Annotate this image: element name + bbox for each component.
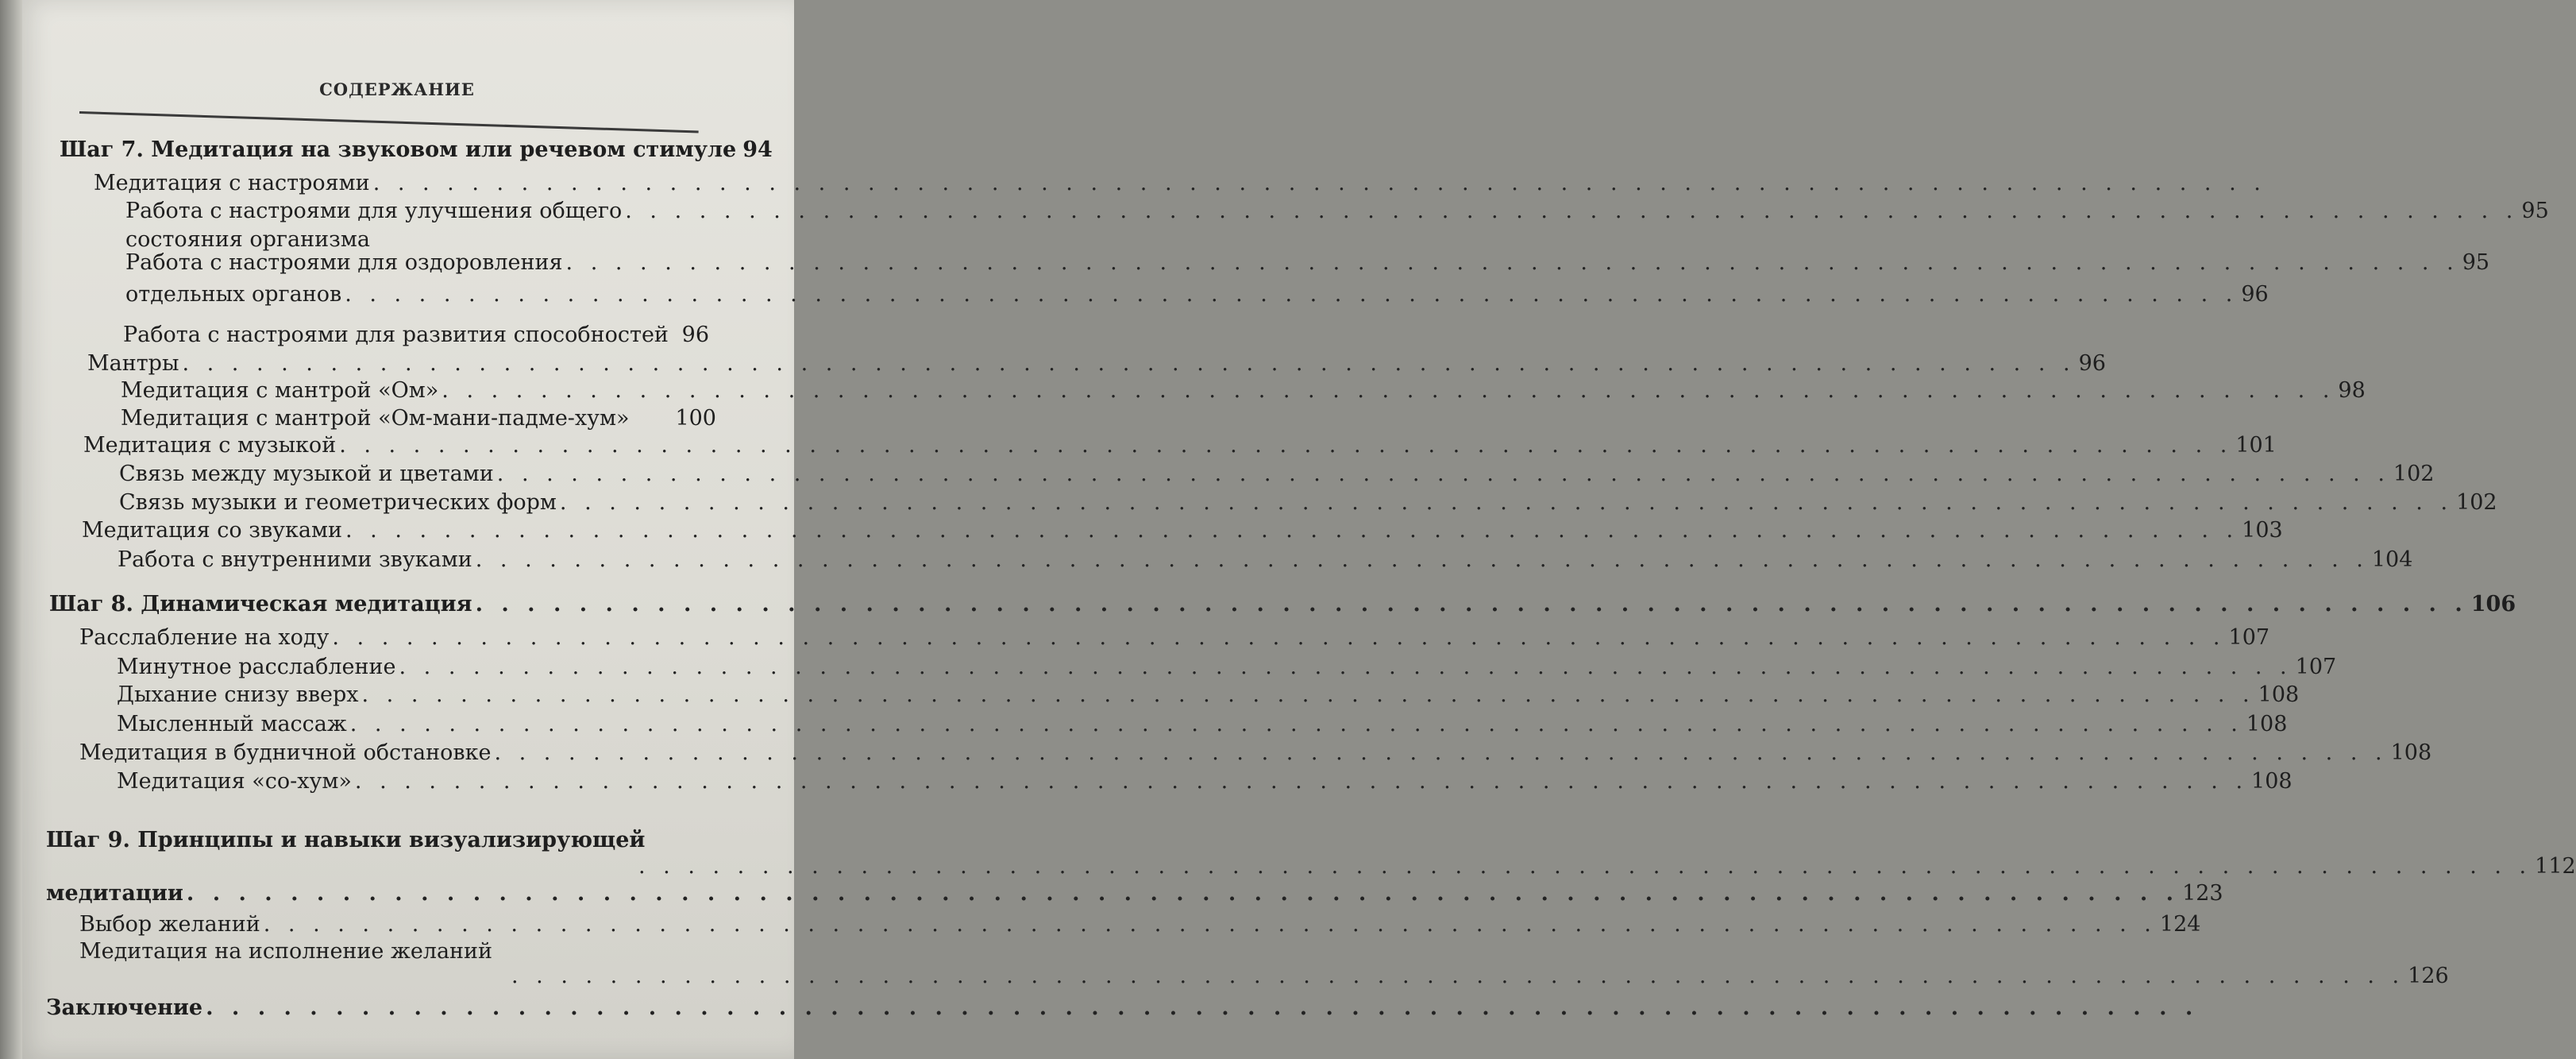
toc-entry xyxy=(125,249,2490,277)
toc-entry xyxy=(635,852,2576,881)
toc-leader: . . . . . . . . . . . . . . . . . . . . . . . . . . . . . . . . . . . . . . . . . . . . . . . . . . . . . . . . . . . . . . . . . . . . . . . . . . . . . xyxy=(182,351,2076,376)
toc-entry xyxy=(508,962,2449,991)
toc-entry xyxy=(79,739,2432,767)
toc-entry-page: 100 xyxy=(675,406,716,431)
toc-entry-page: 96 xyxy=(2241,282,2269,307)
toc-entry-title: Выбор желаний xyxy=(79,912,260,937)
toc-entry-conclusion xyxy=(46,994,2199,1022)
toc-entry xyxy=(94,169,2266,198)
toc-entry xyxy=(79,910,2201,939)
toc-entry xyxy=(125,197,2549,226)
toc-entry-title: Работа с настроями для улучшения общего xyxy=(125,199,623,223)
toc-leader: . . . . . . . . . . . . . . . . . . . . . . . . . . . . . . . . . . . . . . . . . . . . . . . . . . . . . . . . . . . . . . . . . . . . . . . . . . . . . xyxy=(559,490,2454,515)
toc-entry-title: Медитация «со-хум» xyxy=(117,769,352,794)
toc-entry xyxy=(119,489,2497,517)
toc-entry-page: 102 xyxy=(2393,462,2435,486)
toc-leader: . . . . . . . . . . . . . . . . . . . . . . . . . . . . . . . . . . . . . . . . . . . . . . . . . . . . . . . . . . . . . . . . . . . . . . . . . . . . . xyxy=(399,655,2293,679)
toc-leader: . . . . . . . . . . . . . . . . . . . . . . . . . . . . . . . . . . . . . . . . . . . . . . . . . . . . . . . . . . . . . . . . . . . . . . . . . . . . . xyxy=(638,854,2532,879)
toc-entry-page: 123 xyxy=(2182,881,2223,906)
toc-entry-page: 94 xyxy=(742,137,773,162)
toc-entry-title: Связь музыки и геометрических форм xyxy=(119,490,557,515)
toc-entry xyxy=(118,546,2413,574)
toc-entry-title: Минутное расслабление xyxy=(117,655,396,679)
toc-entry-continuation: состояния организма xyxy=(125,227,370,252)
toc-entry xyxy=(82,516,2283,545)
toc-entry-title: медитации xyxy=(46,881,183,906)
toc-entry-page: 108 xyxy=(2258,682,2300,707)
toc-entry-title: Работа с настроями для оздоровления xyxy=(125,250,563,275)
toc-entry-title: Шаг 7. Медитация на звуковом или речевом стимуле xyxy=(60,137,737,162)
toc-entry xyxy=(123,321,709,350)
toc-entry-page: 98 xyxy=(2338,378,2366,403)
toc-entry-page: 96 xyxy=(681,323,709,347)
toc-entry-title: Медитация с музыкой xyxy=(83,433,337,458)
toc-entry-page: 108 xyxy=(2246,712,2288,736)
toc-entry xyxy=(83,431,2277,460)
toc-entry-title: Дыхание снизу вверх xyxy=(117,682,359,707)
toc-entry-page: 108 xyxy=(2390,740,2432,765)
toc-leader: . . . . . . . . . . . . . . . . . . . . . . . . . . . . . . . . . . . . . . . . . . . . . . . . . . . . . . . . . . . . . . . . . . . . . . . . . . . . . xyxy=(494,740,2388,765)
toc-entry-step7 xyxy=(60,136,773,164)
toc-entry-page: 124 xyxy=(2159,912,2201,937)
toc-entry-page: 106 xyxy=(2470,592,2516,616)
toc-entry-title: Медитация на исполнение желаний xyxy=(79,939,493,964)
toc-entry-title: Заключение xyxy=(46,995,203,1020)
toc-leader: . . . . . . . . . . . . . . . . . . . . . . . . . . . . . . . . . . . . . . . . . . . . . . . . . . . . . . . . . . . . . . . . . . . . . . . . . . . . . xyxy=(339,433,2233,458)
toc-entry-step9-line2 xyxy=(46,879,2223,908)
toc-entry-page: 107 xyxy=(2295,655,2337,679)
toc-leader: . . . . . . . . . . . . . . . . . . . . . . . . . . . . . . . . . . . . . . . . . . . . . . . . . . . . . . . . . . . . . . . . . . . . . . . . . . . . . xyxy=(354,769,2249,794)
toc-entry-title: Шаг 8. Динамическая медитация xyxy=(49,592,472,616)
toc-entry-title: Расслабление на ходу xyxy=(79,625,330,650)
toc-leader: . . . . . . . . . . . . . . . . . . . . . . . . . . . . . . . . . . . . . . . . . . . . . . . . . . . . . . . . . . . . . . . . . . . . . . . . . . . . . xyxy=(475,592,2468,616)
toc-entry-page: 108 xyxy=(2251,769,2293,794)
toc-entry xyxy=(119,460,2435,489)
toc-entry xyxy=(125,280,2269,309)
toc-leader: . . . . . . . . . . . . . . . . . . . . . . . . . . . . . . . . . . . . . . . . . . . . . . . . . . . . . . . . . . . . . . . . . . . . . . . . . . . . . xyxy=(625,199,2519,223)
toc-leader: . . . . . . . . . . . . . . . . . . . . . . . . . . . . . . . . . . . . . . . . . . . . . . . . . . . . . . . . . . . . . . . . . . . . . . . . . . . . . xyxy=(511,964,2405,988)
toc-entry-title: Мысленный массаж xyxy=(117,712,347,736)
toc-leader: . . . . . . . . . . . . . . . . . . . . . . . . . . . . . . . . . . . . . . . . . . . . . . . . . . . . . . . . . . . . . . . . . . . . . . . . . . . . . xyxy=(372,171,2266,195)
toc-entry-title: Медитация с мантрой «Ом-мани-падме-хум» xyxy=(121,406,630,431)
toc-entry-page: 96 xyxy=(2078,351,2106,376)
toc-entry xyxy=(117,653,2337,682)
toc-entry-title: Мантры xyxy=(87,351,179,376)
toc-entry-title: отдельных органов xyxy=(125,282,342,307)
toc-leader: . . . . . . . . . . . . . . . . . . . . . . . . . . . . . . . . . . . . . . . . . . . . . . . . . . . . . . . . . . . . . . . . . . . . . . . . . . . . . xyxy=(349,712,2243,736)
page-header: СОДЕРЖАНИЕ xyxy=(319,79,475,99)
toc-entry-step9-line1: Шаг 9. Принципы и навыки визуализирующей xyxy=(46,828,646,852)
toc-entry xyxy=(121,404,716,433)
toc-entry-title: Медитация с настроями xyxy=(94,171,370,195)
toc-leader: . . . . . . . . . . . . . . . . . . . . . . . . . . . . . . . . . . . . . . . . . . . . . . . . . . . . . . . . . . . . . . . . . . . . . . . . . . . . . xyxy=(186,881,2180,906)
toc-entry-step8 xyxy=(49,590,2516,619)
toc-entry-page: 126 xyxy=(2408,964,2449,988)
toc-leader: . . . . . . . . . . . . . . . . . . . . . . . . . . . . . . . . . . . . . . . . . . . . . . . . . . . . . . . . . . . . . . . . . . . . . . . . . . . . . xyxy=(565,250,2459,275)
toc-entry-page: 95 xyxy=(2462,250,2490,275)
toc-entry xyxy=(87,350,2106,378)
toc-leader: . . . . . . . . . . . . . . . . . . . . . . . . . . . . . . . . . . . . . . . . . . . . . . . . . . . . . . . . . . . . . . . . . . . . . . . . . . . . . xyxy=(206,995,2199,1020)
toc-entry-title: Работа с внутренними звуками xyxy=(118,547,472,572)
toc-entry xyxy=(117,710,2288,739)
toc-entry-page: 102 xyxy=(2456,490,2497,515)
toc-entry xyxy=(79,624,2270,652)
toc-entry-page: 104 xyxy=(2371,547,2413,572)
toc-leader: . . . . . . . . . . . . . . . . . . . . . . . . . . . . . . . . . . . . . . . . . . . . . . . . . . . . . . . . . . . . . . . . . . . . . . . . . . . . . xyxy=(496,462,2390,486)
toc-leader: . . . . . . . . . . . . . . . . . . . . . . . . . . . . . . . . . . . . . . . . . . . . . . . . . . . . . . . . . . . . . . . . . . . . . . . . . . . . . xyxy=(361,682,2255,707)
toc-entry-title: Медитация с мантрой «Ом» xyxy=(121,378,439,403)
toc-leader: . . . . . . . . . . . . . . . . . . . . . . . . . . . . . . . . . . . . . . . . . . . . . . . . . . . . . . . . . . . . . . . . . . . . . . . . . . . . . xyxy=(345,518,2239,543)
toc-entry-title: Связь между музыкой и цветами xyxy=(119,462,494,486)
toc-leader: . . . . . . . . . . . . . . . . . . . . . . . . . . . . . . . . . . . . . . . . . . . . . . . . . . . . . . . . . . . . . . . . . . . . . . . . . . . . . xyxy=(475,547,2369,572)
toc-leader: . . . . . . . . . . . . . . . . . . . . . . . . . . . . . . . . . . . . . . . . . . . . . . . . . . . . . . . . . . . . . . . . . . . . . . . . . . . . . xyxy=(263,912,2157,937)
toc-leader: . . . . . . . . . . . . . . . . . . . . . . . . . . . . . . . . . . . . . . . . . . . . . . . . . . . . . . . . . . . . . . . . . . . . . . . . . . . . . xyxy=(332,625,2226,650)
toc-entry xyxy=(117,767,2293,796)
toc-entry-title: Медитация в будничной обстановке xyxy=(79,740,492,765)
toc-entry-page: 95 xyxy=(2521,199,2549,223)
toc-leader: . . . . . . . . . . . . . . . . . . . . . . . . . . . . . . . . . . . . . . . . . . . . . . . . . . . . . . . . . . . . . . . . . . . . . . . . . . . . . xyxy=(442,378,2335,403)
toc-entry-page: 103 xyxy=(2242,518,2283,543)
toc-entry xyxy=(117,681,2300,709)
toc-leader: . . . . . . . . . . . . . . . . . . . . . . . . . . . . . . . . . . . . . . . . . . . . . . . . . . . . . . . . . . . . . . . . . . . . . . . . . . . . . xyxy=(345,282,2239,307)
toc-entry-title: Медитация со звуками xyxy=(82,518,342,543)
toc-entry-title: Работа с настроями для развития способностей xyxy=(123,323,669,347)
toc-entry-page: 101 xyxy=(2235,433,2277,458)
toc-entry-page: 112 xyxy=(2535,854,2576,879)
toc-entry-page: 107 xyxy=(2228,625,2270,650)
toc-entry xyxy=(121,377,2366,405)
